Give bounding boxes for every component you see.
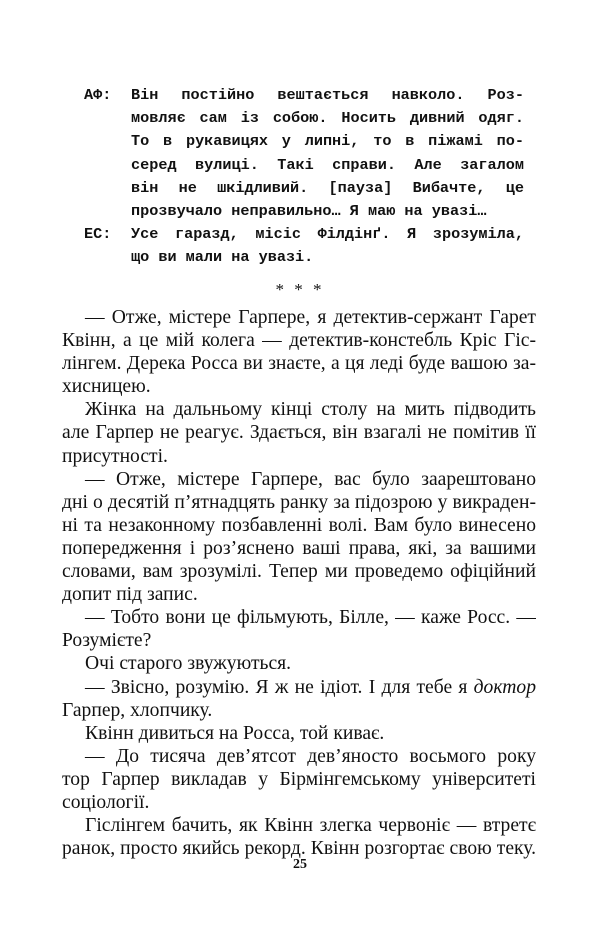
- prose-line-text: — Звісно, розумію. Я ж не ідіот. І для тебе я: [85, 676, 474, 698]
- transcript-text: Усе гаразд, місіс Філдінґ. Я зрозуміла,: [131, 225, 524, 244]
- prose-line: але Гарпер не реагує. Здається, він взагалі не помітив її: [62, 422, 536, 444]
- transcript-line: [84, 154, 524, 177]
- transcript-line: [84, 223, 524, 246]
- prose-line: — Отже, містере Гарпере, я детектив-сержант Гарет: [85, 307, 536, 328]
- transcript-text: мовляє сам із собою. Носить дивний одяг.: [131, 109, 524, 128]
- page-number: 25: [293, 857, 307, 872]
- prose-line: лінгем. Дерека Росса ви знаєте, а ця леді буде вашою за-: [62, 353, 536, 375]
- prose-line: хисницею.: [62, 376, 151, 398]
- speaker-spacer: [84, 154, 131, 177]
- prose-line: — До тисяча дев’ятсот дев’яносто восьмого року: [85, 745, 536, 767]
- prose-line: дні о десятій п’ятнадцять ранку за підозрою у викраден-: [62, 491, 536, 513]
- transcript-text: що ви мали на увазі.: [131, 248, 314, 267]
- transcript-text: Він постійно вештається навколо. Роз-: [131, 86, 524, 104]
- transcript-text: він не шкідливий. [пауза] Вибачте, це: [131, 178, 524, 197]
- speaker-spacer: [84, 107, 131, 130]
- prose-line: допит під запис.: [62, 584, 198, 606]
- interview-transcript: [84, 84, 524, 270]
- transcript-line: [84, 177, 524, 200]
- speaker-spacer: [84, 130, 131, 153]
- prose-line: тор Гарпер викладав у Бірмінгемському університеті: [62, 768, 536, 790]
- prose-line: Жінка на дальньому кінці столу на мить підводить: [85, 399, 536, 421]
- prose-line: Квінн, а це мій колега — детектив-констебль Кріс Гіс-: [62, 330, 536, 352]
- section-separator: * * *: [275, 280, 325, 299]
- prose-line: Розумієте?: [62, 630, 152, 652]
- transcript-line: [84, 200, 524, 223]
- prose-line: — Отже, містере Гарпере, вас було заарештовано: [85, 468, 536, 490]
- prose-line: ні та незаконному позбавленні волі. Вам було винесено: [62, 514, 536, 536]
- speaker-label: ЕС:: [84, 225, 112, 244]
- prose-line: словами, вам зрозумілі. Тепер ми проведемо офіційний: [62, 561, 536, 583]
- transcript-line: [84, 246, 524, 269]
- prose-line: — Тобто вони це фільмують, Білле, — каже Росс. —: [85, 607, 536, 629]
- prose-line: соціології.: [62, 791, 150, 813]
- prose-text: [62, 306, 536, 860]
- prose-line: Гіслінгем бачить, як Квінн злегка червоніє — втретє: [85, 815, 536, 837]
- transcript-line: [84, 107, 524, 130]
- speaker-spacer: [84, 177, 131, 200]
- transcript-text: прозвучало неправильно… Я маю на увазі…: [131, 201, 487, 220]
- prose-line-italic: доктор: [473, 676, 536, 698]
- transcript-text: серед вулиці. Такі справи. Але загалом: [131, 155, 524, 174]
- prose-line: Гарпер, хлопчику.: [62, 699, 213, 721]
- prose-line: Квінн дивиться на Росса, той киває.: [85, 722, 385, 744]
- prose-line: попередження і роз’яснено ваші права, які, за вашими: [62, 537, 536, 559]
- transcript-line: [84, 130, 524, 153]
- speaker-spacer: [84, 246, 131, 269]
- prose-line: [62, 676, 536, 699]
- speaker-spacer: [84, 200, 131, 223]
- transcript-text: То в рукавицях у липні, то в піжамі по-: [131, 132, 524, 151]
- prose-line: присутності.: [62, 445, 168, 467]
- speaker-label: АФ:: [84, 86, 112, 104]
- prose-line: Очі старого звужуються.: [85, 653, 292, 675]
- prose-line: ранок, просто якийсь рекорд. Квінн розгортає свою теку.: [62, 838, 536, 860]
- transcript-line: [84, 84, 524, 107]
